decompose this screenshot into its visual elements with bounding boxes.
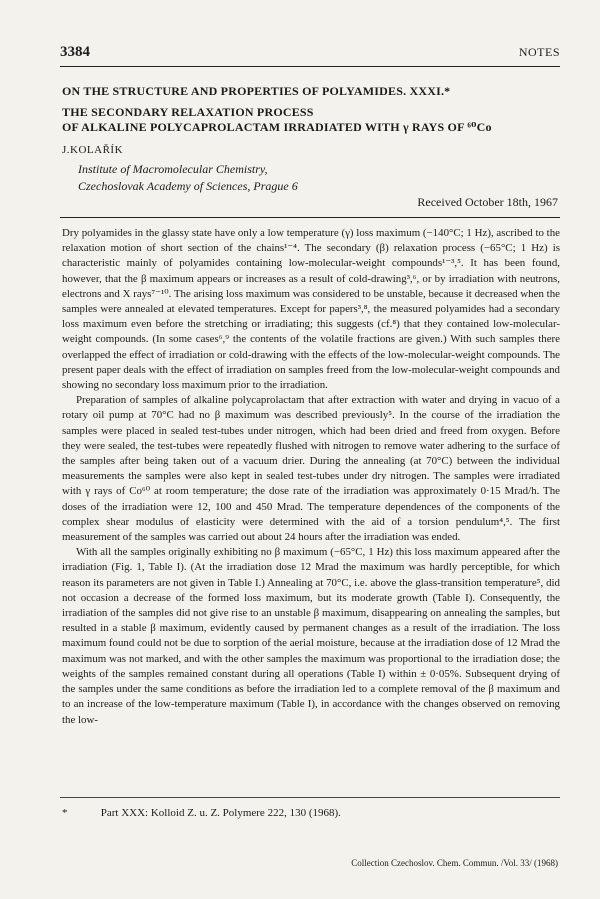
page-number: 3384: [60, 44, 90, 60]
author: J.KOLAŘÍK: [62, 144, 124, 156]
received-date: Received October 18th, 1967: [417, 195, 558, 209]
footnote-text: Part XXX: Kolloid Z. u. Z. Polymere 222, 130 (1968).: [100, 807, 341, 819]
paper-title-line-1: THE SECONDARY RELAXATION PROCESS: [62, 105, 314, 119]
journal-citation: Collection Czechoslov. Chem. Commun. /Vol. 33/ (1968): [351, 858, 558, 868]
running-header: [60, 44, 560, 61]
affiliation-line-2: Czechoslovak Academy of Sciences, Prague 6: [78, 179, 298, 193]
header-rule: [60, 66, 560, 67]
body-text: [62, 226, 560, 728]
title-block: [62, 84, 560, 135]
footnote: [62, 807, 341, 819]
series-title: ON THE STRUCTURE AND PROPERTIES OF POLYAMIDES. XXXI.*: [62, 84, 451, 98]
affiliation-line-1: Institute of Macromolecular Chemistry,: [78, 162, 268, 176]
footnote-marker: *: [62, 807, 68, 819]
paper-title-line-2: OF ALKALINE POLYCAPROLACTAM IRRADIATED WITH γ RAYS OF ⁶⁰Co: [62, 120, 492, 134]
section-label: NOTES: [518, 45, 560, 59]
title-rule: [60, 217, 560, 218]
footnote-rule: [60, 797, 560, 798]
paragraph-2: Preparation of samples of alkaline polycaprolactam that after extraction with water and drying in vacuo of a rotary oil pump at 70°C had no β maximum was described previously⁵. In the course of the irradiation the samples were placed in sealed test-tubes under nitrogen, which had been dried and freed from oxygen. Before they were sealed, the test-tubes were repeatedly flushed with nitrogen to remove water adhering to the surface of the samples after being taken out of a vacuum drier. During the annealing (at 70°C) between the individual measurements the samples were also kept in sealed test-tubes under dry nitrogen. The samples were irradiated with γ rays of Co⁶⁰ at room temperature; the dose rate of the irradiation was approximately 0·15 Mrad/h. The doses of the irradiation were 12, 100 and 450 Mrad. The temperature dependences of the components of the complex shear modulus of elasticity were determined with the aid of a torsion pendulum⁴,⁵. The first measurement of the samples was carried out about 24 hours after the irradiation was ended.: [62, 394, 560, 544]
paragraph-1: Dry polyamides in the glassy state have only a low temperature (γ) loss maximum (−140°C; 1 Hz), ascribed to the relaxation motion of short section of the chains¹⁻⁴. The secondary (β) relaxation process (−65°C; 1 Hz) is characteristic mainly of polyamides containing low-molecular-weight compounds¹⁻³,⁵. It has been found, however, that the β maximum appears or increases as a result of cold-drawing³,⁶, or by irradiation with neutrons, electrons and X rays⁷⁻¹⁰. The arising loss maximum was considered to be unstable, because it decreased when the samples were annealed at elevated temperatures. Except for papers³,⁸, the measured polyamides had a secondary loss maximum even before the stretching or irradiating; this suggests (cf.⁸) that they contained low-molecular-weight compounds. (In some cases⁶,⁹ the contents of the volatile fractions are given.) With such samples there overlapped the effect of irradiation or cold-drawing with the effects of the low-molecular-weight compounds. The present paper deals with the effect of irradiation on samples freed from the low-molecular-weight compounds and showing no secondary loss maximum prior to the irradiation.: [62, 227, 560, 392]
affiliation: [78, 161, 298, 195]
paragraph-3: With all the samples originally exhibiting no β maximum (−65°C, 1 Hz) this loss maximum appeared after the irradiation (Fig. 1, Table I). (At the irradiation dose 12 Mrad the maximum was hardly perceptible, for which reason its parameters are not given in Table I.) Annealing at 70°C, i.e. above the glass-transition temperature⁵, did not occasion a decrease of the formed loss maximum, but its moderate growth (Table I). Consequently, the irradiation of the samples did not give rise to an unstable β maximum, disappearing on annealing the samples, but resulted in a stable β maximum, evidently caused by permanent changes as a result of the irradiation. The loss maximum found could not be due to sorption of the aerial moisture, because at the irradiation dose of 12 Mrad the maximum was not marked, and with the other samples the maximum was proportional to the irradiation dose; the weights of the samples remained constant during all operations (Table I) within ± 0·05%. Subsequent drying of the samples under the same conditions as before the irradiation led to a complete removal of the β maximum and to an increase of the low-temperature maximum (Table I), in accordance with the changes observed on removing the low-: [62, 546, 560, 726]
